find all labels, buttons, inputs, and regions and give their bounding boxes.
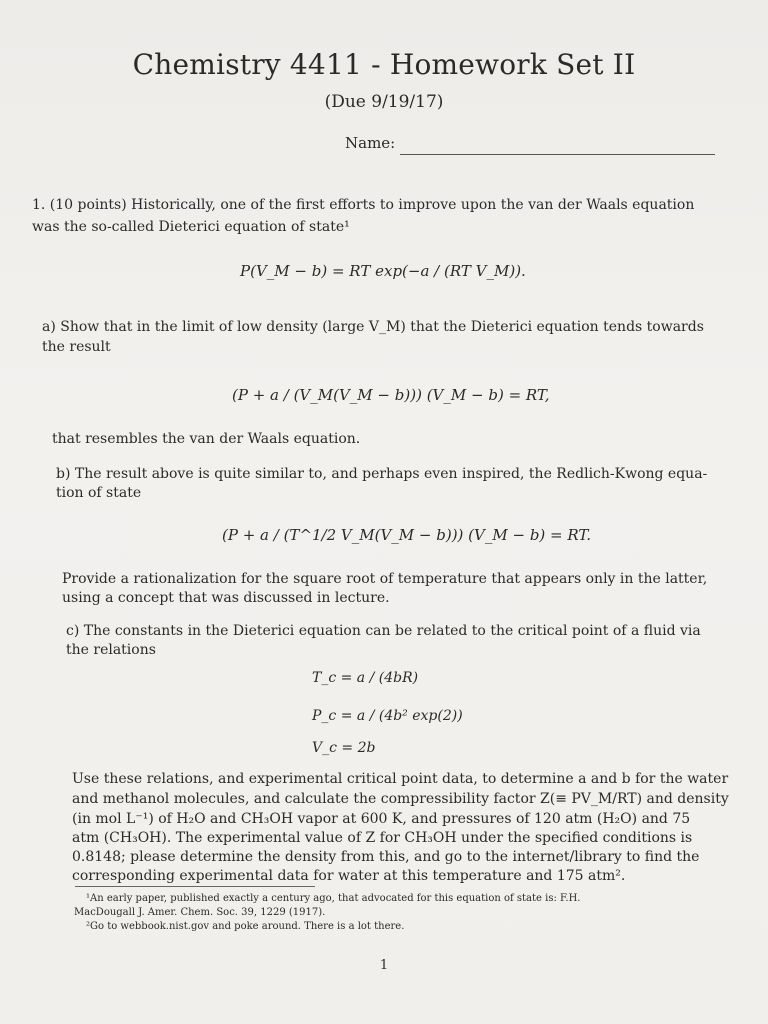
part-c-task-line-5: 0.8148; please determine the density from this, and go to the internet/library to find the — [72, 849, 700, 865]
part-b-question-line-2: using a concept that was discussed in lecture. — [62, 590, 390, 606]
problem-intro-line-2: was the so-called Dieterici equation of state¹ — [32, 219, 350, 235]
footnote-separator — [75, 886, 315, 887]
footnote-1-line-1: ¹An early paper, published exactly a century ago, that advocated for this equation of state is: F.H. — [86, 893, 581, 904]
name-line — [400, 154, 715, 155]
part-c-task-line-1: Use these relations, and experimental critical point data, to determine a and b for the water — [72, 771, 729, 787]
part-c-task-line-6: corresponding experimental data for water at this temperature and 175 atm². — [72, 868, 626, 884]
page-title: Chemistry 4411 - Homework Set II — [132, 48, 636, 81]
critical-temperature-relation: T_c = a / (4bR) — [312, 670, 419, 686]
part-b-line-2: tion of state — [56, 485, 142, 501]
part-c-line-1: c) The constants in the Dieterici equation can be related to the critical point of a fluid via — [66, 623, 701, 639]
footnote-2: ²Go to webbook.nist.gov and poke around. There is a lot there. — [86, 921, 405, 932]
name-label: Name: — [345, 134, 396, 152]
part-a-conclusion: that resembles the van der Waals equation. — [52, 431, 361, 447]
part-a-line-2: the result — [42, 339, 111, 355]
redlich-kwong-equation: (P + a / (T^1/2 V_M(V_M − b))) (V_M − b) = RT. — [222, 526, 591, 544]
part-c-task-line-4: atm (CH₃OH). The experimental value of Z for CH₃OH under the specified conditions is — [72, 830, 693, 846]
part-b-question-line-1: Provide a rationalization for the square root of temperature that appears only in the latter, — [62, 571, 708, 587]
due-date: (Due 9/19/17) — [324, 92, 444, 112]
part-c-line-2: the relations — [66, 642, 156, 658]
problem-intro-line-1: 1. (10 points) Historically, one of the first efforts to improve upon the van der Waals equation — [32, 197, 695, 213]
part-c-task-line-3: (in mol L⁻¹) of H₂O and CH₃OH vapor at 600 K, and pressures of 120 atm (H₂O) and 75 — [72, 811, 691, 827]
footnote-1-line-2: MacDougall J. Amer. Chem. Soc. 39, 1229 (1917). — [74, 907, 326, 918]
part-a-equation: (P + a / (V_M(V_M − b))) (V_M − b) = RT, — [232, 386, 550, 404]
critical-pressure-relation: P_c = a / (4b² exp(2)) — [312, 708, 463, 724]
part-b-line-1: b) The result above is quite similar to, and perhaps even inspired, the Redlich-Kwong equa- — [56, 466, 708, 482]
critical-volume-relation: V_c = 2b — [312, 740, 376, 756]
part-a-line-1: a) Show that in the limit of low density (large V_M) that the Dieterici equation tends towards — [42, 319, 704, 335]
page-number: 1 — [379, 958, 389, 973]
part-c-task-line-2: and methanol molecules, and calculate the compressibility factor Z(≡ PV_M/RT) and density — [72, 791, 729, 807]
dieterici-equation: P(V_M − b) = RT exp(−a / (RT V_M)). — [240, 262, 526, 280]
